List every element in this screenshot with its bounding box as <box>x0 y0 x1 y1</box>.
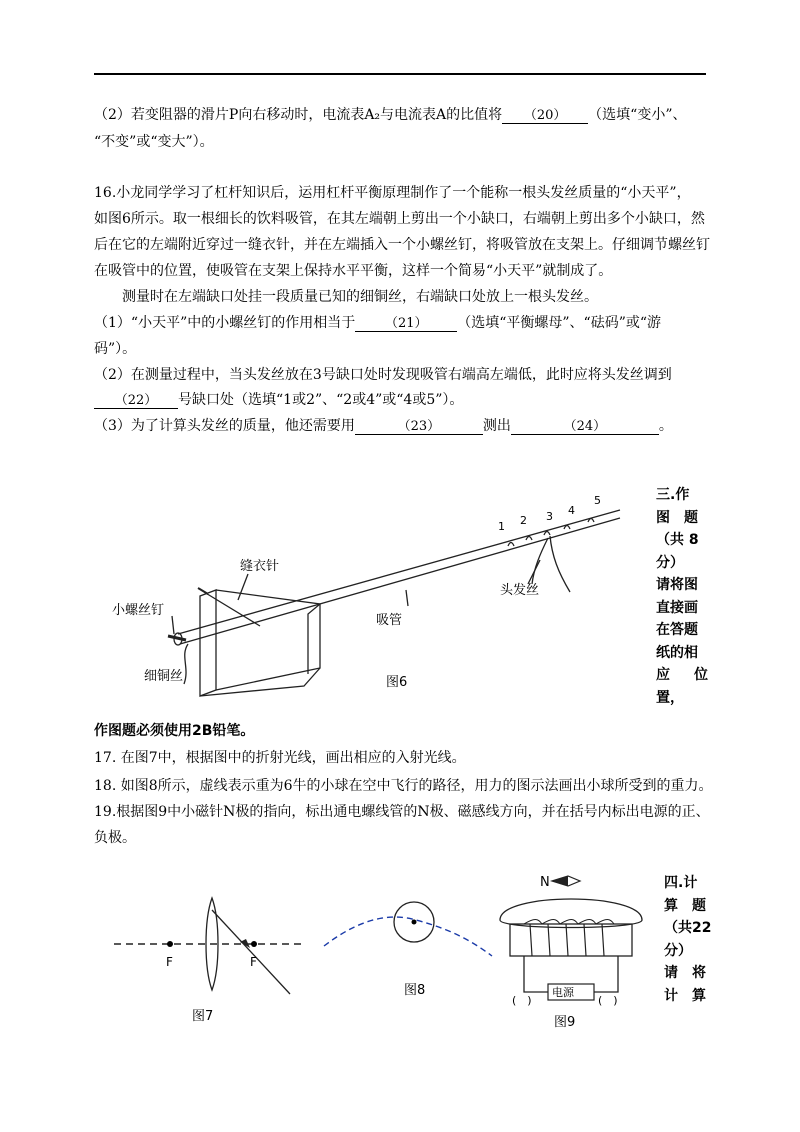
q16-sub2-line2 <box>94 389 463 409</box>
q16-paragraph-line: 后在它的左端附近穿过一缝衣针，并在左端插入一个小螺丝钉，将吸管放在支架上。仔细调节螺丝钉 <box>94 237 710 253</box>
q19-text-line2: 负极。 <box>94 830 136 846</box>
figure-6-balance-diagram <box>108 488 628 698</box>
q16-sub2-line1: （2）在测量过程中，当头发丝放在3号缺口处时发现吸管右端高左端低，此时应将头发丝调到 <box>94 367 672 383</box>
screw-body <box>168 636 186 640</box>
q15-2-option: （选填“变小”、 <box>588 107 687 123</box>
label-copper-wire: 细铜丝 <box>144 669 184 684</box>
q16-measure-line: 测量时在左端缺口处挂一段质量已知的细铜丝，右端缺口处放上一根头发丝。 <box>122 289 598 305</box>
q16-sub3-end: 。 <box>658 418 673 434</box>
answer-blank-24[interactable]: （24） <box>511 415 659 435</box>
section-4-heading-line: 算 题 <box>664 897 706 914</box>
figure-6-caption: 图6 <box>386 675 408 690</box>
q16-sub1-options: （选填“平衡螺母”、“砝码”或“游 <box>457 315 662 331</box>
answer-blank-23[interactable]: （23） <box>355 415 483 435</box>
label-screw: 小螺丝钉 <box>112 603 165 618</box>
section-4-heading <box>664 872 712 1007</box>
focus-point-left <box>167 941 173 947</box>
section-4-heading-line: 请 将 <box>664 965 706 981</box>
section-3-heading-line: 请将图 <box>656 577 698 593</box>
focus-point-right <box>251 941 257 947</box>
needle-n-label: N <box>540 875 550 890</box>
left-terminal-bracket[interactable]: ( ) <box>512 994 532 1007</box>
label-straw: 吸管 <box>376 613 403 628</box>
q16-paragraph-line: 16.小龙同学学习了杠杆知识后，运用杠杆平衡原理制作了一个能称一根头发丝质量的“小天平”， <box>94 185 691 201</box>
q16-sub1-line2: 码”）。 <box>94 341 137 357</box>
figure-7-caption: 图7 <box>192 1009 214 1024</box>
figure-7-lens-diagram <box>110 890 310 1030</box>
answer-blank-21[interactable]: （21） <box>355 312 457 332</box>
notch-label-5: 5 <box>594 494 601 507</box>
q17-text: 17. 在图7中，根据图中的折射光线，画出相应的入射光线。 <box>94 750 466 766</box>
figure-8-caption: 图8 <box>404 983 426 998</box>
section-4-heading-line: 四.计 <box>664 875 698 891</box>
solenoid-coils <box>530 924 604 956</box>
figure-8-ball-path <box>318 890 498 1010</box>
q16-sub1-text: （1）“小天平”中的小螺丝钉的作用相当于 <box>94 315 356 331</box>
q15-2-text: （2）若变阻器的滑片P向右移动时，电流表A₂与电流表A的比值将 <box>94 107 503 123</box>
label-hair: 头发丝 <box>500 583 540 598</box>
section-3-heading-line: 应位置， <box>656 667 708 706</box>
q16-paragraph-line: 如图6所示。取一根细长的饮料吸管，在其左端朝上剪出一个小缺口，右端朝上剪出多个小缺口，然 <box>94 211 705 227</box>
section-3-heading-line: 图 题 <box>656 509 698 526</box>
section-3-heading-line: 三.作 <box>656 487 690 503</box>
notch-label-2: 2 <box>520 514 527 527</box>
figure-9-solenoid <box>494 868 648 1032</box>
ball-center <box>412 920 417 925</box>
q19-text-line1: 19.根据图9中小磁针N极的指向，标出通电螺线管的N极、磁感线方向，并在括号内标出电源的正、 <box>94 804 710 820</box>
figure-9-caption: 图9 <box>554 1015 576 1030</box>
header-rule <box>94 73 706 75</box>
answer-blank-20[interactable]: （20） <box>502 104 588 124</box>
hair-strand <box>550 536 570 592</box>
section-4-heading-line: （共22 <box>664 920 712 936</box>
stand-bracket-left <box>200 590 216 696</box>
section-3-heading-line: （共 8 <box>656 532 699 548</box>
section-4-heading-line: 分） <box>664 942 692 959</box>
label-needle: 缝衣针 <box>240 559 280 574</box>
notch-label-3: 3 <box>546 510 553 523</box>
q15-2-line1 <box>94 104 687 124</box>
magnetic-dome <box>500 899 642 928</box>
section-4-heading-line: 计 算 <box>664 987 706 1004</box>
section-3-heading-line: 直接画 <box>656 599 698 616</box>
q16-sub2-options: 号缺口处（选填“1或2”、“2或4”或“4或5”）。 <box>178 392 464 408</box>
notch-label-1: 1 <box>498 520 505 533</box>
section-3-heading-line: 分） <box>656 554 684 571</box>
q16-sub3-text: （3）为了计算头发丝的质量，他还需要用 <box>94 418 355 434</box>
q16-sub3-line <box>94 415 673 435</box>
q16-sub3-mid: 测出 <box>482 418 511 434</box>
q16-sub1-line1 <box>94 312 661 332</box>
section-3-heading <box>656 484 708 709</box>
q16-paragraph-line: 在吸管中的位置，使吸管在支架上保持水平平衡，这样一个简易“小天平”就制成了。 <box>94 263 613 279</box>
q18-text: 18. 如图8所示，虚线表示重为6牛的小球在空中飞行的路径，用力的图示法画出小球所受到的重力。 <box>94 778 713 794</box>
right-terminal-bracket[interactable]: ( ) <box>598 994 618 1007</box>
focus-label-right: F <box>250 955 257 969</box>
section-3-heading-line: 纸的相 <box>656 644 698 661</box>
solenoid-core <box>510 924 632 956</box>
answer-blank-22[interactable]: （22） <box>94 389 178 409</box>
copper-wire <box>184 644 188 684</box>
section-3-note: 作图题必须使用2B铅笔。 <box>94 723 255 739</box>
q15-2-line2: “不变”或“变大”）。 <box>94 134 214 150</box>
flight-path <box>324 917 492 956</box>
section-3-heading-line: 在答题 <box>656 622 698 638</box>
focus-label-left: F <box>166 955 173 969</box>
power-source-label: 电源 <box>552 986 574 999</box>
notch-label-4: 4 <box>568 504 575 517</box>
refracted-ray <box>212 910 290 994</box>
needle-line <box>204 592 260 626</box>
stand-bracket-back <box>216 590 320 690</box>
